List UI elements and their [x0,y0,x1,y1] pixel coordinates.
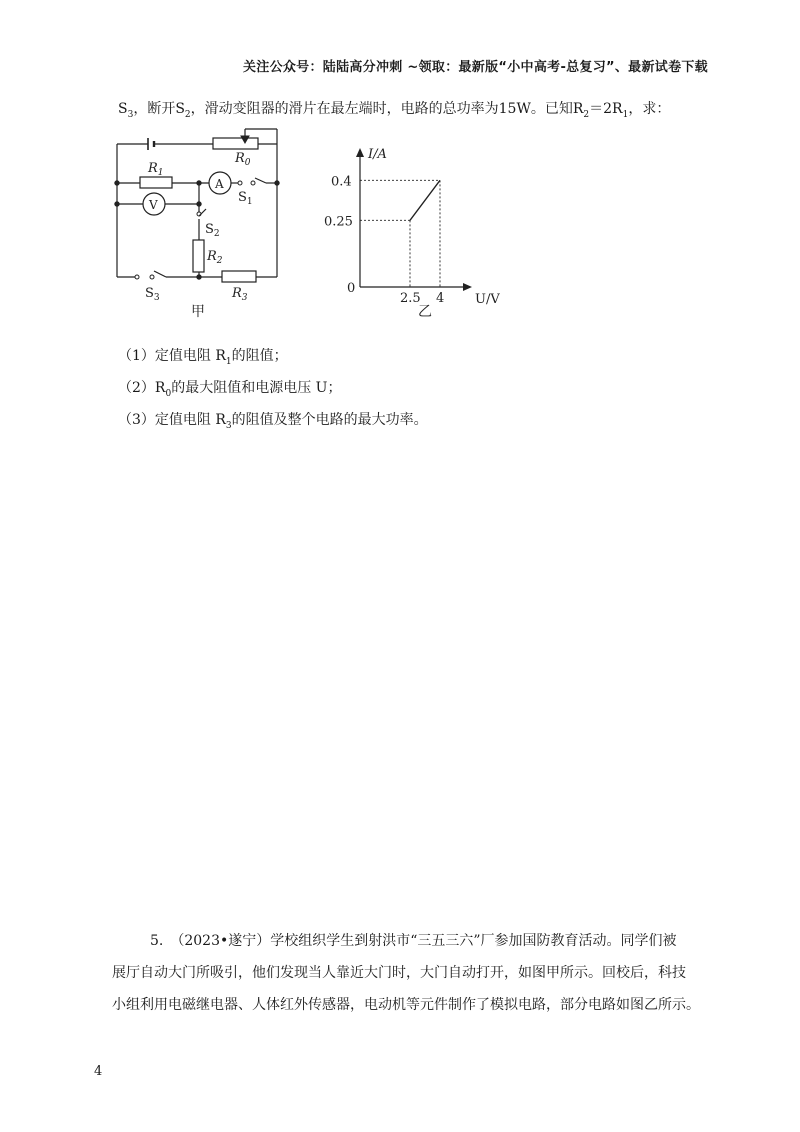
intro-s3: S [118,101,128,117]
label-r0: $R_0$ [235,151,251,168]
ammeter-label: A [215,177,224,191]
intro-part4: ，求： [628,101,671,117]
y-tick-label: 0.4 [331,174,352,190]
label-r2: $R_2$ [207,249,223,266]
y-axis-label: I/A [368,147,387,162]
problem5-line3: 小组利用电磁继电器、人体红外传感器，电动机等元件制作了模拟电路，部分电路如图乙所示。 [112,997,700,1013]
intro-s2-sub: 2 [184,109,191,120]
x-tick-label: 4 [436,291,445,306]
question-2: $(2)R_0$的最大阻值和电源电压 U； [118,380,342,399]
intro-part2: ，滑动变阻器的滑片在最左端时，电路的总功率为15W。已知R [190,101,584,117]
circuit-diagram [100,128,300,323]
origin-label: 0 [347,281,356,296]
intro-r2-sub: 2 [583,109,590,120]
circuit-caption: 甲 [191,304,205,320]
page-header: 关注公众号：陆陆高分冲刺 ~领取：最新版“小中高考-总复习”、最新试卷下载 [242,60,708,75]
problem5-line1: 5. （2023•遂宁）学校组织学生到射洪市“三五三六”厂参加国防教育活动。同学们被 [150,933,677,949]
label-r3: $R_3$ [232,286,248,303]
label-s3: $S_3$ [145,286,160,303]
intro-s3-sub: 3 [127,109,134,120]
label-s1: $S_1$ [238,190,253,207]
label-r1: $R_1$ [148,161,164,178]
page-number: 4 [94,1064,103,1079]
problem5-line2: 展厅自动大门所吸引，他们发现当人靠近大门时，大门自动打开，如图甲所示。回校后，科技 [112,965,686,981]
voltmeter-label: V [149,198,158,212]
intro-part3: ＝2R [589,101,623,117]
iu-series-line [410,180,440,220]
x-tick-label: 2.5 [400,291,421,306]
question-3: （3）定值电阻 $R_3$的阻值及整个电路的最大功率。 [118,412,428,431]
graph-caption: 乙 [418,304,432,320]
x-axis-label: U/V [475,292,500,307]
intro-part1: ，断开S [133,101,185,117]
intro-r1-sub: 1 [622,109,629,120]
iu-graph [320,140,510,325]
label-s2: $S_2$ [205,222,220,239]
y-tick-label: 0.25 [324,214,353,230]
problem-intro-line [118,98,670,120]
question-1: （1）定值电阻 $R_1$的阻值； [118,348,288,367]
